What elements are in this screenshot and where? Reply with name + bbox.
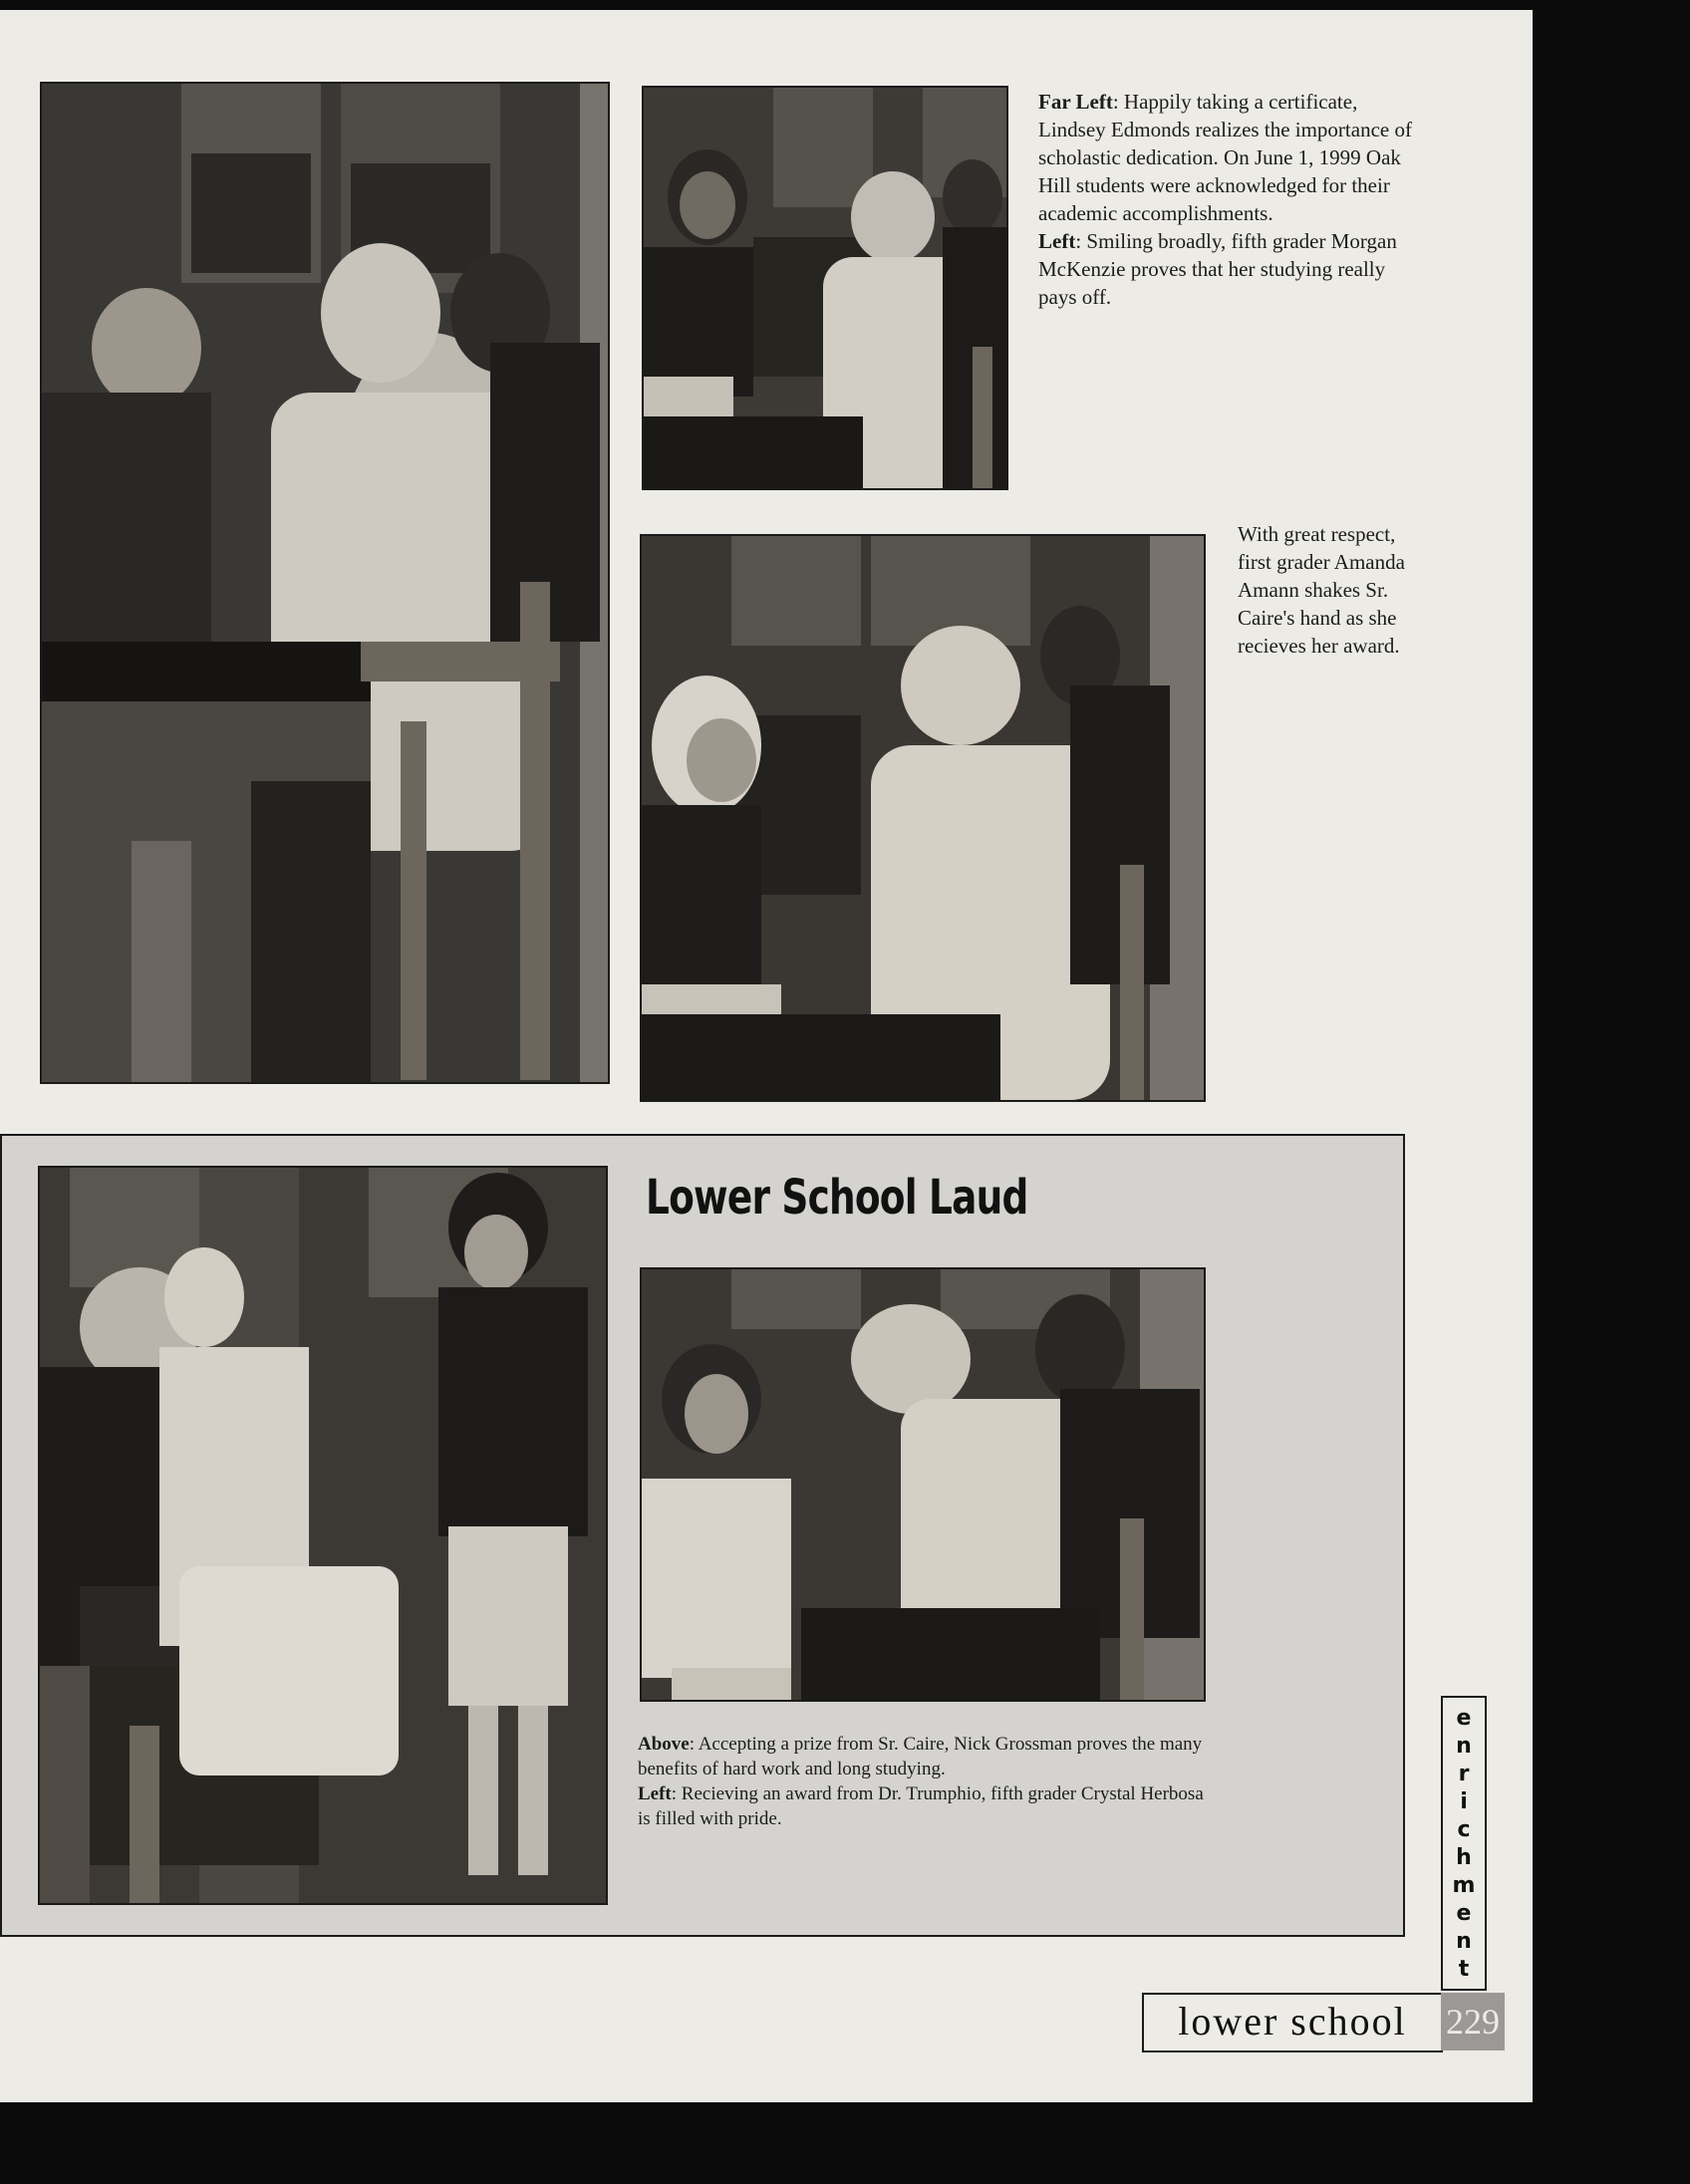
caption-top-para-2	[1038, 227, 1417, 311]
section-tab-letter: m	[1452, 1872, 1476, 1898]
footer-section-label: lower school	[1142, 1993, 1443, 2052]
section-tab-letter: e	[1456, 1900, 1472, 1926]
photo-crystal-herbosa	[38, 1166, 608, 1905]
headline: Lower School Laud	[646, 1170, 1028, 1226]
caption-text: : Recieving an award from Dr. Trumphio, fifth grader Crystal Herbosa is filled with pride.	[638, 1783, 1204, 1829]
section-tab-letter: e	[1456, 1705, 1472, 1731]
caption-text: : Smiling broadly, fifth grader Morgan McKenzie proves that her studying really pays off.	[1038, 229, 1397, 309]
caption-label: Left	[638, 1783, 672, 1804]
caption-bottom-para-1	[638, 1732, 1206, 1781]
section-tab-letter: t	[1458, 1956, 1470, 1982]
photo-lindsey-edmonds	[40, 82, 610, 1084]
caption-bottom	[638, 1732, 1206, 1831]
caption-text: : Accepting a prize from Sr. Caire, Nick Grossman proves the many benefits of hard work and long studying.	[638, 1734, 1203, 1779]
section-tab-letter: h	[1456, 1844, 1472, 1870]
section-tab-letter: c	[1457, 1816, 1471, 1842]
caption-label: Left	[1038, 229, 1076, 253]
photo-amanda-amann	[640, 534, 1206, 1102]
section-tab-letter: n	[1456, 1733, 1472, 1759]
caption-label: Far Left	[1038, 90, 1113, 114]
page-number: 229	[1441, 1993, 1505, 2050]
caption-top	[1038, 88, 1417, 311]
photo-nick-grossman	[640, 1267, 1206, 1702]
caption-middle: With great respect, first grader Amanda Amann shakes Sr. Caire's hand as she recieves her award.	[1238, 522, 1405, 658]
section-tab-letter: n	[1456, 1928, 1472, 1954]
caption-label: Above	[638, 1734, 690, 1755]
section-tab	[1441, 1696, 1487, 1991]
caption-text: : Happily taking a certificate, Lindsey Edmonds realizes the importance of scholastic dedication. On June 1, 1999 Oak Hill students were acknowledged for their academic accomplishments.	[1038, 90, 1412, 225]
caption-top-para-1	[1038, 88, 1417, 227]
yearbook-page	[0, 10, 1533, 2102]
photo-morgan-mckenzie	[642, 86, 1008, 490]
caption-bottom-para-2	[638, 1781, 1206, 1831]
section-tab-letter: r	[1458, 1761, 1470, 1786]
section-tab-letter: i	[1460, 1788, 1468, 1814]
